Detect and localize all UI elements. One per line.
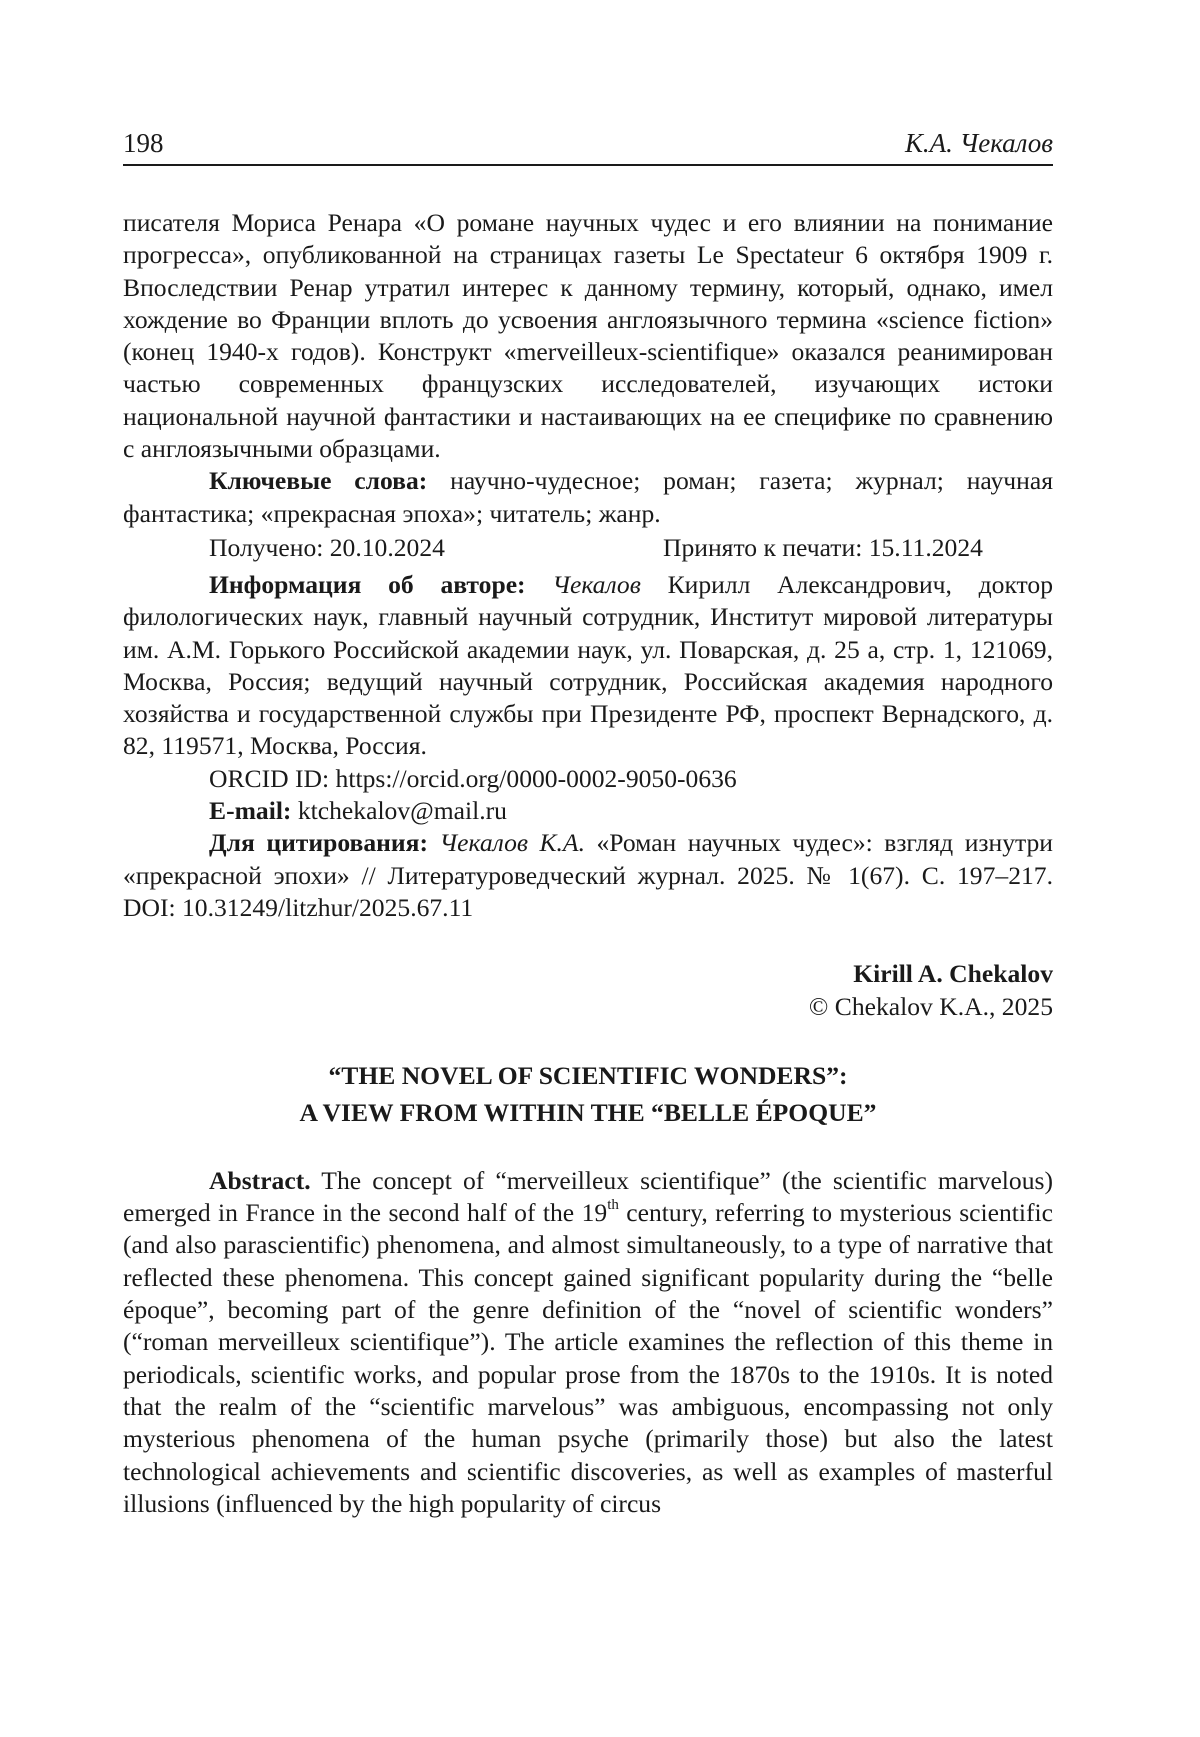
citation-author: Чекалов К.А. xyxy=(439,828,585,858)
received-date: Получено: 20.10.2024 xyxy=(209,532,445,562)
accepted-date: Принято к печати: 15.11.2024 xyxy=(663,532,983,562)
english-title-line-2: A VIEW FROM WITHIN THE “BELLE ÉPOQUE” xyxy=(299,1097,877,1127)
email-label: E-mail: xyxy=(209,796,292,826)
running-author: К.А. Чекалов xyxy=(904,128,1053,158)
dates-row xyxy=(123,532,1053,566)
abstract-label: Abstract. xyxy=(209,1165,311,1195)
author-info-paragraph xyxy=(123,569,1053,763)
english-copyright: © Chekalov K.A., 2025 xyxy=(808,991,1053,1021)
ru-abstract-tail: писателя Мориса Ренара «О романе научных чудес и его влиянии на понимание прогресса», опубликованной на страницах газеты Le Spectateur 6 октября 1909 г. Впоследствии Ренар утратил интерес к данному термину, который, однако, имел хождение во Франции вплоть до усвоения англоязычного термина «science fiction» (конец 1940-х годов). Конструкт «merveilleux-scientifique» оказался реанимирован частью современных французских исследователей, изучающих истоки национальной научной фантастики и настаивающих на ее специфике по сравнению с англоязычными образцами. xyxy=(123,208,1053,464)
english-title-line-1: “THE NOVEL OF SCIENTIFIC WONDERS”: xyxy=(328,1060,848,1090)
citation-text: «Роман научных чудес»: взгляд изнутри «прекрасной эпохи» // Литературоведческий журнал. 2025. № 1(67). С. 197–217. DOI: 10.31249/litzhur/2025.67.11 xyxy=(123,828,1053,922)
page-number: 198 xyxy=(123,128,164,158)
author-surname: Чекалов xyxy=(552,569,641,599)
abstract-text-2: century, referring to mysterious scientific (and also parascientific) phenomena, and almost simultaneously, to a type of narrative that reflected these phenomena. This concept gained significant popularity during the “belle époque”, becoming part of the genre definition of the “novel of scientific wonders” (“roman merveilleux scientifique”). The article examines the reflection of this theme in periodicals, scientific works, and popular prose from the 1870s to the 1910s. It is noted that the realm of the “scientific marvelous” was ambiguous, encompassing not only mysterious phenomena of the human psyche (primarily those) but also the latest technological achievements and scientific discoveries, as well as examples of masterful illusions (influenced by the high popularity of circus xyxy=(123,1198,1053,1518)
abstract-text-1: The concept of “merveilleux scientifique” (the scientific marvelous) emerged in France in the second half of the 19 xyxy=(123,1165,1053,1228)
abstract-superscript: th xyxy=(607,1197,619,1214)
author-info-text: Кирилл Александрович, доктор филологических наук, главный научный сотрудник, Институт мировой литературы им. А.М. Горького Российской академии наук, ул. Поварская, д. 25 а, стр. 1, 121069, Москва, Россия; ведущий научный сотрудник, Российская академия народного хозяйства и государственной службы при Президенте РФ, проспект Вернадского, д. 82, 119571, Москва, Россия. xyxy=(123,569,1053,761)
english-author-name: Kirill A. Chekalov xyxy=(853,959,1053,989)
running-header xyxy=(123,126,1053,166)
citation-label: Для цитирования: xyxy=(209,828,429,858)
orcid-line: ORCID ID: https://orcid.org/0000-0002-9050-0636 xyxy=(209,763,737,793)
author-info-label: Информация об авторе: xyxy=(209,569,526,599)
email-line xyxy=(123,795,1053,827)
english-title xyxy=(123,1057,1053,1131)
english-abstract xyxy=(123,1165,1053,1520)
article-body xyxy=(123,207,1053,1520)
citation-paragraph xyxy=(123,827,1053,924)
keywords-paragraph xyxy=(123,465,1053,530)
keywords-text: научно-чудесное; роман; газета; журнал; научная фантастика; «прекрасная эпоха»; читатель; жанр. xyxy=(123,466,1053,528)
english-author-block xyxy=(123,958,1053,1023)
email-value: ktchekalov@mail.ru xyxy=(291,796,507,826)
keywords-label: Ключевые слова: xyxy=(209,466,428,496)
